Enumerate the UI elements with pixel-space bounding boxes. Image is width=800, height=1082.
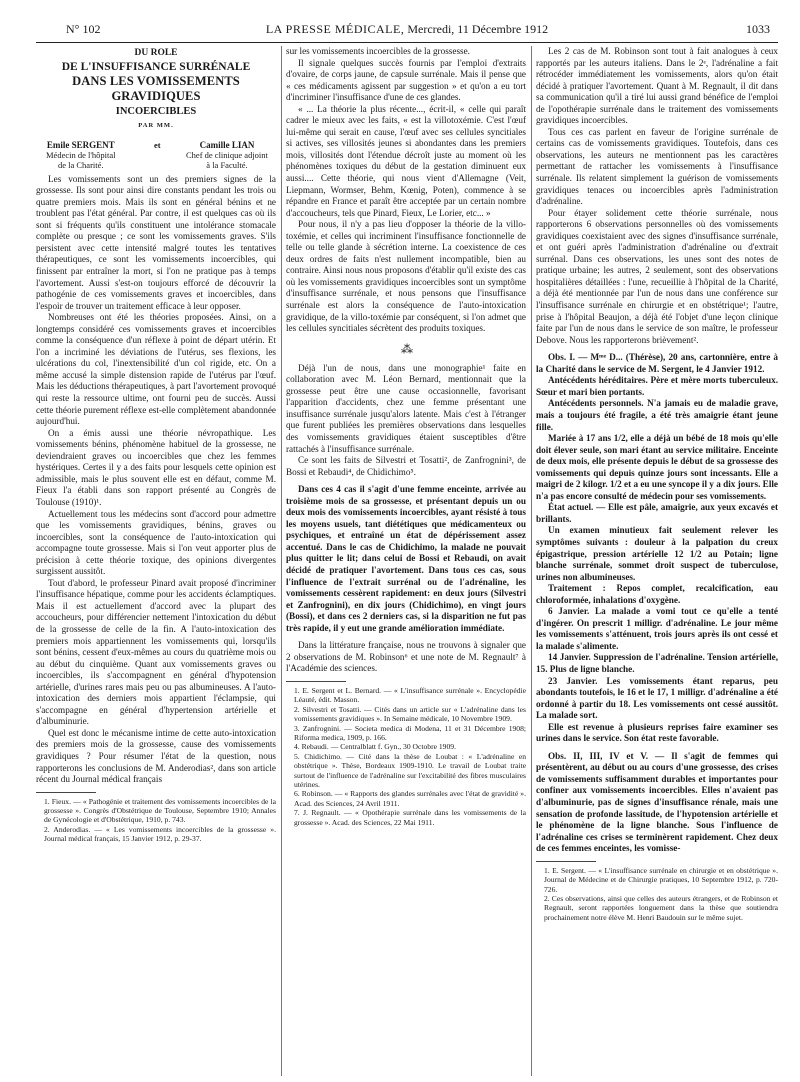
paragraph: Nombreuses ont été les théories proposées. Ainsi, on a longtemps considéré ces vomissements graves et incoercibles comme la conséquence d'un réflexe à point de départ utérin. Et l'on a incriminé les déviations de l'utérus, ses flexions, les ulcérations du col, l'inextensibilité d'un col rigide, etc. On a même accusé la simple distension rapide de l'utérus par l'œuf. Mais les déductions thérapeutiques, à part l'avortement provoqué qui reste la ressource ultime, ont fourni peu de succès. Aussi cette théorie purement réflexe est-elle complètement abandonnée aujourd'hui.	[36, 312, 276, 427]
paragraph: Il signale quelques succès fournis par l'emploi d'extraits d'ovaire, de corps jaune, de capsule surrénale. Mais il pense que « ces médicaments agissent par suggestion » et qu'on a eu tort d'incriminer l'insuffisance d'une de ces glandes.	[286, 57, 526, 103]
observation-entry: Elle est revenue à plusieurs reprises faire examiner ses urines dans le service. Son état reste favorable.	[536, 721, 778, 744]
footnote-rule	[536, 861, 596, 862]
observation-entry: Antécédents personnels. N'a jamais eu de maladie grave, mais a toujours été fragile, a été très amaigrie étant jeune fille.	[536, 398, 778, 432]
author-2	[186, 140, 268, 170]
authors-block	[36, 140, 276, 174]
column-1	[36, 46, 276, 1076]
column-rule-2	[531, 46, 532, 1076]
paragraph: Tout d'abord, le professeur Pinard avait proposé d'incriminer l'insuffisance hépatique, comme pour les accidents éclamptiques. Mais il est actuellement d'accord avec la plupart des accoucheurs, pour différencier nettement l'intoxication du début de la grossesse de celle de la fin. A l'auto-intoxication des premiers mois appartiennent les vomissements qui, lorsqu'ils sont bénins, cessent d'eux-mêmes au cours du quatrième mois ou au début du cinquième. Quant aux vomissements graves ou incoercibles, ils s'accompagnent en général d'hypotension artérielle, d'urines rares mais peu ou pas albumineuses. A l'auto-intoxication des derniers mois appartient l'éclampsie, qui s'accompagne en général d'hypertension artérielle et d'albuminurie.	[36, 577, 276, 727]
observation-entry: 14 Janvier. Suppression de l'adrénaline. Tension artérielle, 15. Plus de ligne blanche.	[536, 652, 778, 674]
text-columns	[36, 46, 778, 1076]
author-1-role-2: de la Charité.	[57, 159, 104, 170]
issue-date: Mercredi, 11 Décembre 1912	[407, 22, 549, 36]
author-1-role-1: Médecin de l'hôpital	[46, 149, 116, 160]
byline-par: PAR MM.	[138, 122, 174, 130]
footnote-rule	[286, 681, 346, 682]
paragraph: Ce sont les faits de Silvestri et Tosatti², de Zanfrognini³, de Bossi et Rebaudi⁴, de Chidichimo⁵.	[286, 455, 526, 477]
title-line-1: DU ROLE	[134, 48, 178, 58]
footnote: 7. J. Regnault. — « Opothérapie surrénale dans les vomissements de la grossesse ». Acad. des Sciences, 22 Mai 1911.	[294, 808, 526, 827]
author-2-role-2: à la Faculté.	[206, 159, 248, 170]
running-header	[36, 20, 778, 43]
title-line-4: INCOERCIBLES	[115, 105, 197, 117]
paragraph: Pour nous, il n'y a pas lieu d'opposer la théorie de la villo-toxémie, et celles qui incriminent l'insuffisance fonctionnelle de telle ou telle glande à sécrétion interne. La coexistence de ces deux ordres de faits n'est nullement incompatible, bien au contraire. Ainsi nous nous proposons d'établir qu'il existe des cas où les vomissements gravidiques incoercibles sont un symptôme d'insuffisance surrénale, et nous pensons que l'insuffisance surrénale est alors la conséquence de l'auto-intoxication gravidique, de la villo-toxémie par conséquent, si l'on admet que les cellules syncitiales sécrètent des produits toxiques.	[286, 219, 526, 334]
observation-entry: Traitement : Repos complet, recalcification, eau chloroformée, inhalations d'oxygène.	[536, 583, 778, 605]
footnote: 2. Anderodias. — « Les vomissements incoercibles de la grossesse ». Journal médical français, 15 Janvier 1912, p. 29-37.	[44, 824, 276, 844]
title-line-3: DANS LES VOMISSEMENTS GRAVIDIQUES	[72, 73, 240, 103]
author-2-name: Camille LIAN	[199, 139, 255, 150]
footnote: 1. E. Sergent. — « L'insuffisance surrénale en chirurgie et en obstétrique ». Journal de Médecine et de Chirurgie pratiques, 10 Septembre 1912, p. 720-726.	[544, 865, 778, 894]
column-rule-1	[281, 46, 282, 1076]
folio: 1033	[746, 22, 770, 36]
article-title	[36, 48, 276, 132]
footnote: 5. Chidichimo. — Cité dans la thèse de Loubat : « L'adrénaline en obstétrique ». Thèse, Bordeaux 1909-1910. Le travail de Loubat traite surtout de l'influence de l'adrénaline sur l'excitabilité des fibres musculaires utérines.	[294, 751, 526, 789]
observation-entry: État actuel. — Elle est pâle, amaigrie, aux yeux excavés et brillants.	[536, 502, 778, 524]
author-2-role-1: Chef de clinique adjoint	[186, 149, 268, 160]
section-asterism: ⁂	[401, 341, 411, 356]
footnote: 6. Robinson. — « Rapports des glandes surrénales avec l'état de gravidité ». Acad. des Sciences, 24 Avril 1911.	[294, 789, 526, 808]
paragraph: Dans la littérature française, nous ne trouvons à signaler que 2 observations de M. Robinson⁶ et une note de M. Regnault⁷ à l'Académie des sciences.	[286, 640, 526, 674]
header-center	[36, 22, 778, 37]
observation-entry: Un examen minutieux fait seulement relever les symptômes suivants : douleur à la palpation du creux épigastrique, pression artérielle 12 1/2 au Potain; ligne blanche surrénale, sommet droit suspect de tuberculose, urines non albumineuses.	[536, 525, 778, 582]
author-conjunction: et	[154, 139, 161, 150]
issue-number: N° 102	[66, 22, 101, 36]
paragraph: Les vomissements sont un des premiers signes de la grossesse. Ils sont pour ainsi dire constants pendant les trois ou quatre premiers mois. Mais ils sont en général bénins et ne troublent pas l'état général. Par contre, il est quelques cas où ils sont si fréquents qu'ils constituent une intolérance stomacale complète ou presque ; ce sont les vomissements graves. S'ils persistent avec cette intensité malgré toutes les tentatives thérapeutiques, ce sont les vomissements incoercibles, qui finissent par entraîner la mort, si l'on ne pratique pas à temps l'avortement. Aussi s'est-on toujours efforcé de découvrir la pathogénie de ces vomissements graves et incoercibles, dans l'espoir de trouver un traitement efficace à leur opposer.	[36, 173, 276, 311]
paragraph: Actuellement tous les médecins sont d'accord pour admettre que les vomissements gravidiques, bénins, graves ou incoercibles, sont la conséquence de l'auto-intoxication qui accompagne toute grossesse. Mais si l'on veut apporter plus de précision à cette théorie toxique, des opinions divergentes surgissent aussitôt.	[36, 508, 276, 577]
quotation: « ... La théorie la plus récente..., écrit-il, « celle qui paraît cadrer le mieux avec les faits, « est la villotoxémie. C'est l'œuf lui-même qui serait en cause, l'œuf avec ses cellules syncitiales si actives, ses villosités jeunes si abondantes dans les premiers mois, villosités dont l'étendue décroît juste au moment où les phénomènes toxiques du début de la gestation diminuent eux aussi.... Cette théorie, qui nous vient d'Allemagne (Veit, Liepmann, Wormser, Behm, Kœnig, Poten), commence à se répandre en France et paraît être acceptée par un certain nombre d'accoucheurs, tels que Pinard, Fieux, Le Lorier, etc... »	[286, 103, 526, 218]
footnote: 2. Ces observations, ainsi que celles des auteurs étrangers, et de Robinson et Regnault, seront rapportées longuement dans la thèse que soutiendra prochainement notre élève M. Henri Baudouin sur le même sujet.	[544, 893, 778, 922]
observation-heading: Obs. II, III, IV et V. — Il s'agit de femmes qui présentèrent, au début ou au cours d'une grossesse, des crises de vomissements suffisamment durables et importantes pour confiner aux vomissements incoercibles. Elles n'avaient pas d'albuminurie, pas de signes d'insuffisance rénale, mais une sensation de profonde lassitude, de l'hypotension artérielle et le phénomène de la ligne blanche. Sous l'influence de l'adrénaline ces crises se terminèrent rapidement. Chez deux de ces femmes enceintes, les vomisse-	[536, 750, 778, 854]
observation-heading: Obs. I. — Mᵐᵉ D... (Thérèse), 20 ans, cartonnière, entre à la Charité dans le service de M. Sergent, le 4 Janvier 1912.	[536, 352, 778, 374]
paragraph: Pour étayer solidement cette théorie surrénale, nous rapporterons 6 observations personnelles où des vomissements gravidiques coexistaient avec des signes d'insuffisance surrénale, et ont guéri après l'administration d'adrénaline ou d'extrait surrénal. Dans ces observations, les unes sont des notes de pratique urbaine; les autres, 2 seulement, sont des observations hospitalières détaillées : l'une, recueillie à l'hôpital de la Charité, a déjà été mentionnée par l'un de nous dans une conférence sur l'insuffisance surrénale en chirurgie et en obstétrique¹; l'autre, prise à l'hôpital Beaujon, a déjà été l'objet d'une leçon clinique faite par l'un de nous dans le service de son maître, le professeur Debove. Nous les rapporterons brièvement².	[536, 207, 778, 345]
observation-entry: 6 Janvier. La malade a vomi tout ce qu'elle a tenté d'ingérer. On prescrit 1 milligr. d'adrénaline. Le jour même les vomissements s'atténuent, trois jours après ils ont cessé et la malade s'alimente.	[536, 606, 778, 651]
paragraph: Quel est donc le mécanisme intime de cette auto-intoxication des premiers mois de la grossesse, cause des vomissements gravidiques ? Pour résumer l'état de la question, nous rapporterons les conclusions de M. Anderodias², dans son article récent du Journal médical français	[36, 727, 276, 785]
footnote-rule	[36, 792, 96, 793]
footnote: 2. Silvestri et Tosatti. — Cités dans un article sur « L'adrénaline dans les vomissements gravidiques ». In Semaine médicale, 10 Novembre 1909.	[294, 704, 526, 724]
footnote: 4. Rebaudi. — Centralblatt f. Gyn., 30 Octobre 1909.	[294, 742, 456, 752]
observation-entry: Antécédents héréditaires. Père et mère morts tuberculeux. Sœur et mari bien portants.	[536, 375, 778, 397]
paragraph: sur les vomissements incoercibles de la grossesse.	[286, 46, 470, 56]
paragraph: On a émis aussi une théorie névropathique. Les vomissements bénins, phénomène habituel de la grossesse, ne deviendraient graves ou incoercibles que chez les femmes hystériques. Certes il y a des faits pour lesquels cette opinion est admissible, mais le plus souvent elle est en défaut, comme M. Fieux l'a établi dans son rapport présenté au Congrès de Toulouse (1910)¹.	[36, 427, 276, 507]
author-1	[46, 140, 116, 170]
observation-entry: 23 Janvier. Les vomissements étant reparus, peu abondants toutefois, le 16 et le 17, 1 milligr. d'adrénaline a été ordonné à partir du 18. Les vomissements ont cessé aussitôt. La malade sort.	[536, 675, 778, 721]
title-line-2: DE L'INSUFFISANCE SURRÉNALE	[61, 60, 251, 73]
observation-entry: Mariée à 17 ans 1/2, elle a déjà un bébé de 18 mois qu'elle doit élever seule, son mari étant au service militaire. Enceinte de deux mois, elle présente depuis le début de sa grossesse des vomissements qui depuis quinze jours sont incessants. Elle a maigri de 2 kilogr. 1/2 et a eu une syncope il y a dix jours. Elle n'a pas encore consulté de médecin pour ses vomissements.	[536, 433, 778, 501]
author-1-name: Emile SERGENT	[46, 139, 115, 150]
column-2	[286, 46, 526, 1076]
column-3	[536, 46, 778, 1076]
paragraph: Déjà l'un de nous, dans une monographie¹ faite en collaboration avec M. Léon Bernard, mentionnait que la grossesse peut être une cause occasionnelle, favorisant l'apparition d'accidents, chez une femme présentant une insuffisance surrénale jusqu'alors latente. Mais c'est à l'étranger que furent publiées les premières observations dans lesquelles des vomissements gravidiques étaient susceptibles d'être rattachés à l'insuffisance surrénale.	[286, 362, 526, 454]
footnote: 3. Zanfrognini. — Societa medica di Modena, 11 et 31 Décembre 1908; Riforma medica, 1909, p. 166.	[294, 723, 526, 742]
footnote: 1. E. Sergent et L. Bernard. — « L'insuffisance surrénale ». Encyclopédie Léauté, édit. Masson.	[294, 685, 526, 705]
paragraph: Les 2 cas de M. Robinson sont tout à fait analogues à ceux rapportés par les auteurs italiens. Dans le 2ᵉ, l'adrénaline a fait rétrocéder immédiatement les vomissements, alors qu'on était décidé à pratiquer l'avortement. Quant à M. Regnault, il dit dans sa communication qu'il a tiré lui aussi grand bénéfice de l'emploi de l'opothérapie surrénale dans le traitement des vomissements gravidiques incoercibles.	[536, 46, 778, 126]
paragraph-emphasis: Dans ces 4 cas il s'agit d'une femme enceinte, arrivée au troisième mois de sa grossesse, et présentant depuis un ou deux mois des vomissements incoercibles, ayant résisté à tous les moyens usuels, tant diététiques que médicamenteux ou psychiques, et entraîné un état de dépérissement assez accentué. Dans le cas de Chidichimo, la malade ne pouvait plus quitter le lit; dans celui de Bossi et Rebaudi, on avait décidé de pratiquer l'avortement. Dans tous ces cas, sous l'influence de l'extrait surrénal ou de l'adrénaline, les vomissements cessèrent rapidement: en deux jours (Silvestri et Zanfrognini), en dix jours (Chidichimo), en vingt jours (Bossi), et dans ces 2 derniers cas, si la disparition ne fut pas très rapide, il y eut une grande amélioration immédiate.	[286, 484, 526, 633]
footnote: 1. Fieux. — « Pathogénie et traitement des vomissements incoercibles de la grossesse ». Congrès d'Obstétrique de Toulouse, Septembre 1910; Annales de Gynécologie et d'Obstétrique, 1910, p. 743.	[44, 796, 276, 825]
paragraph: Tous ces cas parlent en faveur de l'origine surrénale de certains cas de vomissements gravidiques. Toutefois, dans ces observations, les auteurs ne mentionnent pas les caractères permettant de rattacher les vomissements à l'insuffisance surrénale. Ils relatent simplement la guérison de vomissements gravidiques tenaces ou incoercibles après l'administration d'adrénaline.	[536, 126, 778, 207]
journal-name: LA PRESSE MÉDICALE,	[265, 22, 405, 36]
